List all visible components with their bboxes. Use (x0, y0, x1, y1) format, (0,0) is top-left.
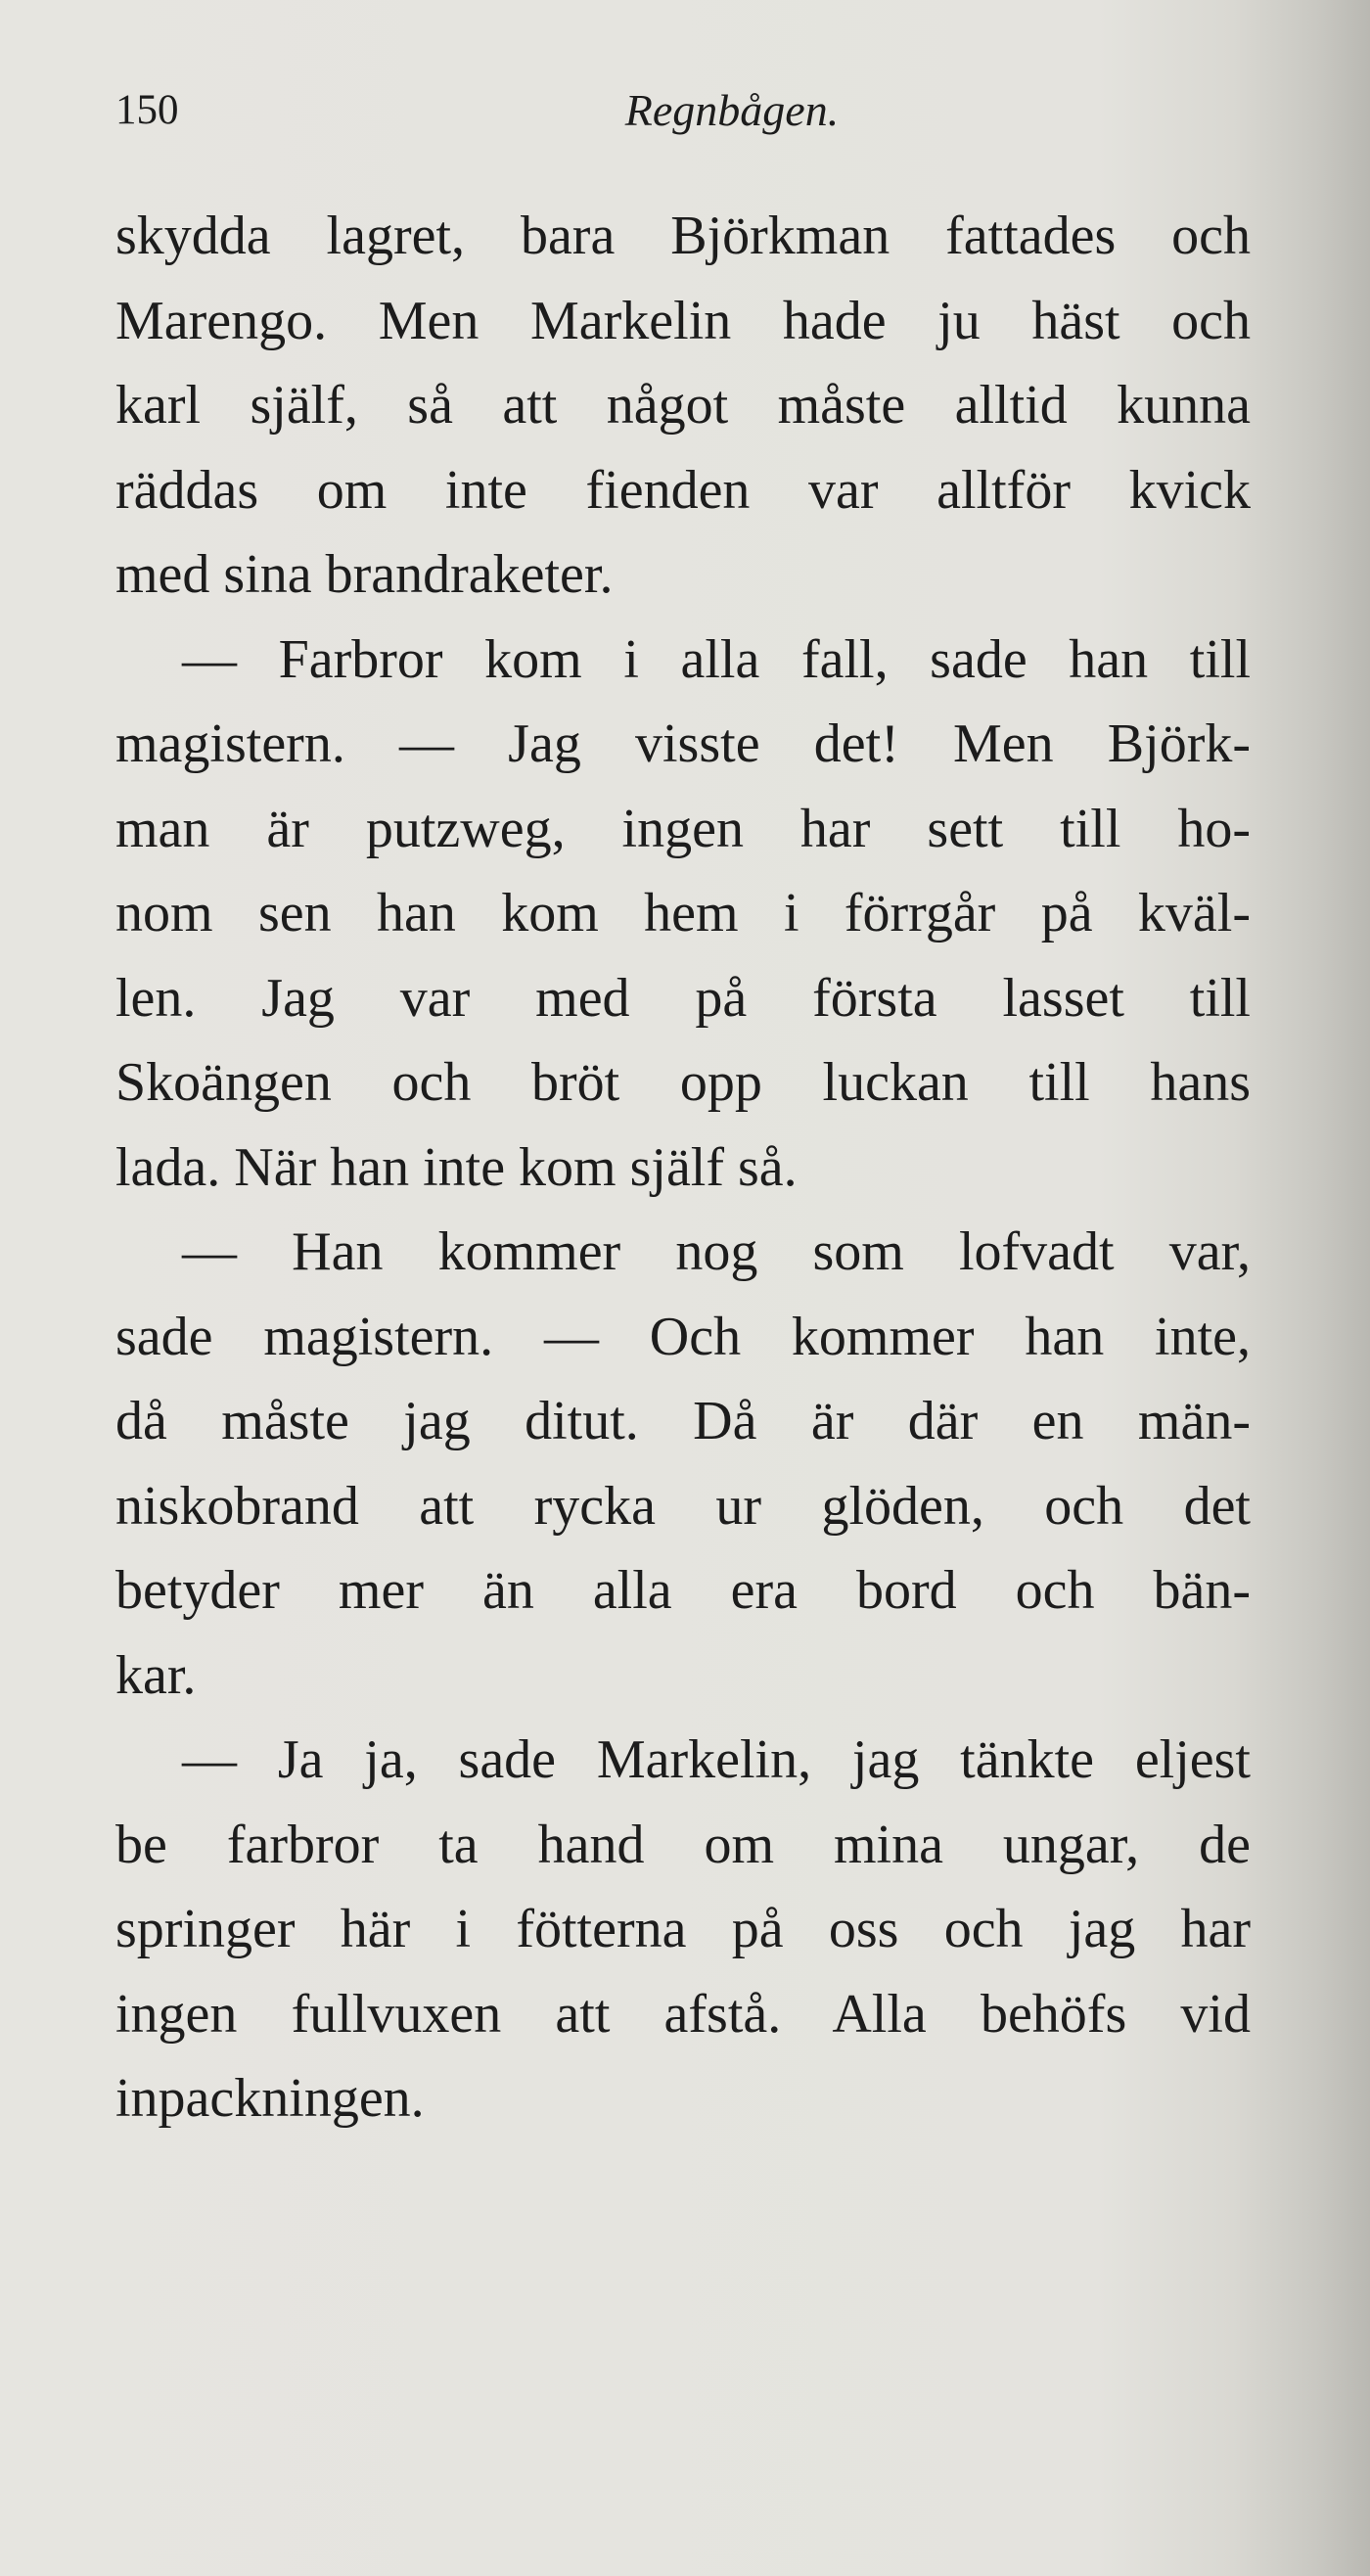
text-line: be farbror ta hand om mina ungar, de (115, 1814, 1251, 1875)
page-header (115, 76, 1251, 145)
text-line: räddas om inte fienden var alltför kvick (115, 459, 1251, 521)
text-line: skydda lagret, bara Björkman fattades och (115, 206, 1251, 266)
text-line: — Farbror kom i alla fall, sade han till (182, 628, 1251, 690)
text-line: springer här i fötterna på oss och jag har (115, 1899, 1251, 1959)
text-line: med sina brandraketer. (115, 544, 614, 605)
text-line: betyder mer än alla era bord och bän- (115, 1560, 1251, 1621)
running-title: Regnbågen. (624, 85, 840, 135)
text-line: Marengo. Men Markelin hade ju häst och (115, 290, 1251, 351)
text-line: kar. (115, 1644, 197, 1706)
text-line: då måste jag ditut. Då är där en män- (115, 1391, 1251, 1451)
text-line: Skoängen och bröt opp luckan till hans (115, 1052, 1251, 1113)
text-line: man är putzweg, ingen har sett till ho- (115, 798, 1251, 859)
page-number: 150 (115, 87, 179, 133)
text-line: magistern. — Jag visste det! Men Björk- (115, 713, 1251, 774)
body-text (115, 194, 1251, 2141)
text-line: — Ja ja, sade Markelin, jag tänkte eljest (182, 1729, 1251, 1790)
text-line: niskobrand att rycka ur glöden, och det (115, 1475, 1251, 1537)
text-line: lada. När han inte kom själf så. (115, 1136, 798, 1198)
text-line: karl själf, så att något måste alltid kunna (115, 375, 1251, 436)
text-line: inpackningen. (115, 2068, 425, 2129)
text-line: len. Jag var med på första lasset till (115, 967, 1251, 1029)
text-line: — Han kommer nog som lofvadt var, (182, 1221, 1251, 1282)
text-line: ingen fullvuxen att afstå. Alla behöfs vid (115, 1983, 1251, 2045)
text-line: sade magistern. — Och kommer han inte, (115, 1306, 1251, 1367)
text-line: nom sen han kom hem i förrgår på kväl- (115, 883, 1251, 943)
